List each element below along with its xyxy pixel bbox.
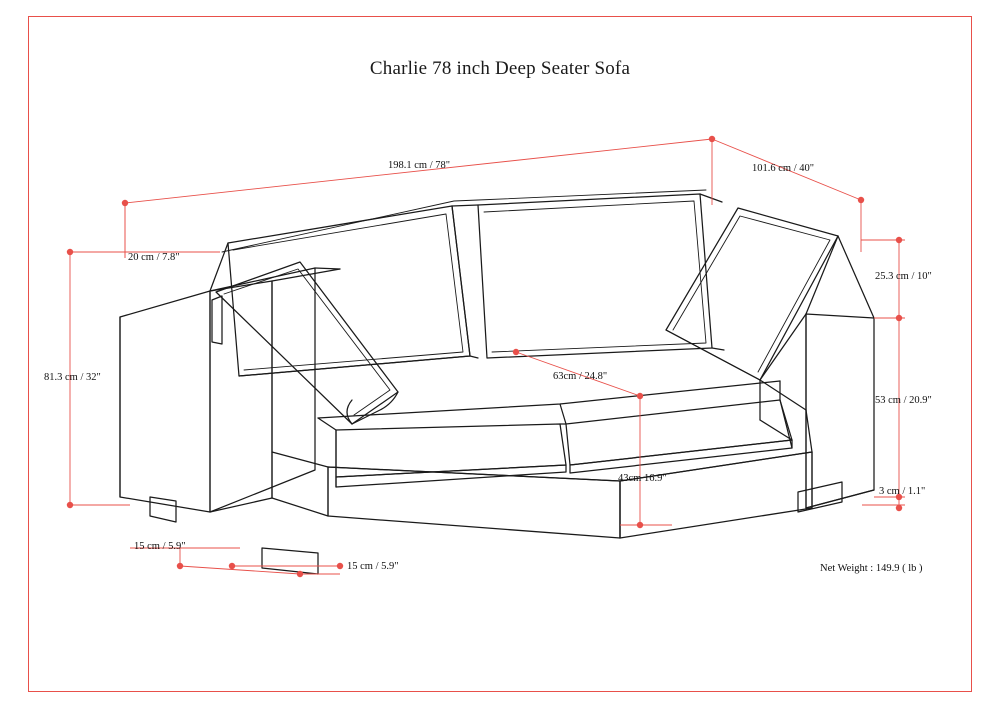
dim-label-leg-inset-left: 15 cm / 5.9": [134, 541, 186, 552]
left-arm-cushion: [216, 262, 398, 424]
net-weight-label: Net Weight : 149.9 ( lb ): [820, 563, 923, 574]
dim-label-seat-depth: 63cm / 24.8": [553, 371, 608, 382]
seat-cushion-right-top: [566, 400, 792, 465]
right-arm-outer: [806, 314, 874, 508]
left-arm-outer-face: [120, 291, 210, 512]
dim-label-depth-overall: 101.6 cm / 40": [752, 163, 815, 174]
dim-label-seat-to-floor: 53 cm / 20.9": [875, 395, 932, 406]
dim-label-leg-height: 3 cm / 1.1": [879, 486, 926, 497]
leg-right: [798, 482, 842, 512]
leg-left-front: [262, 548, 318, 574]
page-title: Charlie 78 inch Deep Seater Sofa: [369, 58, 631, 79]
dim-label-arm-height: 25.3 cm / 10": [875, 271, 932, 282]
dim-label-width-overall: 198.1 cm / 78": [388, 160, 451, 171]
back-cushion-left: [228, 206, 470, 376]
leg-left-rear: [150, 497, 176, 522]
dim-label-leg-inset-front: 15 cm / 5.9": [347, 561, 399, 572]
left-arm-inner-panel: [210, 268, 315, 512]
back-cushion-right: [478, 194, 712, 358]
dim-label-seat-height: 43cm 16.9": [618, 473, 667, 484]
dim-label-back-height: 81.3 cm / 32": [44, 372, 101, 383]
dim-label-arm-width: 20 cm / 7.8": [128, 252, 180, 263]
right-arm-cushion: [666, 208, 838, 380]
left-arm-detail: [212, 296, 222, 344]
